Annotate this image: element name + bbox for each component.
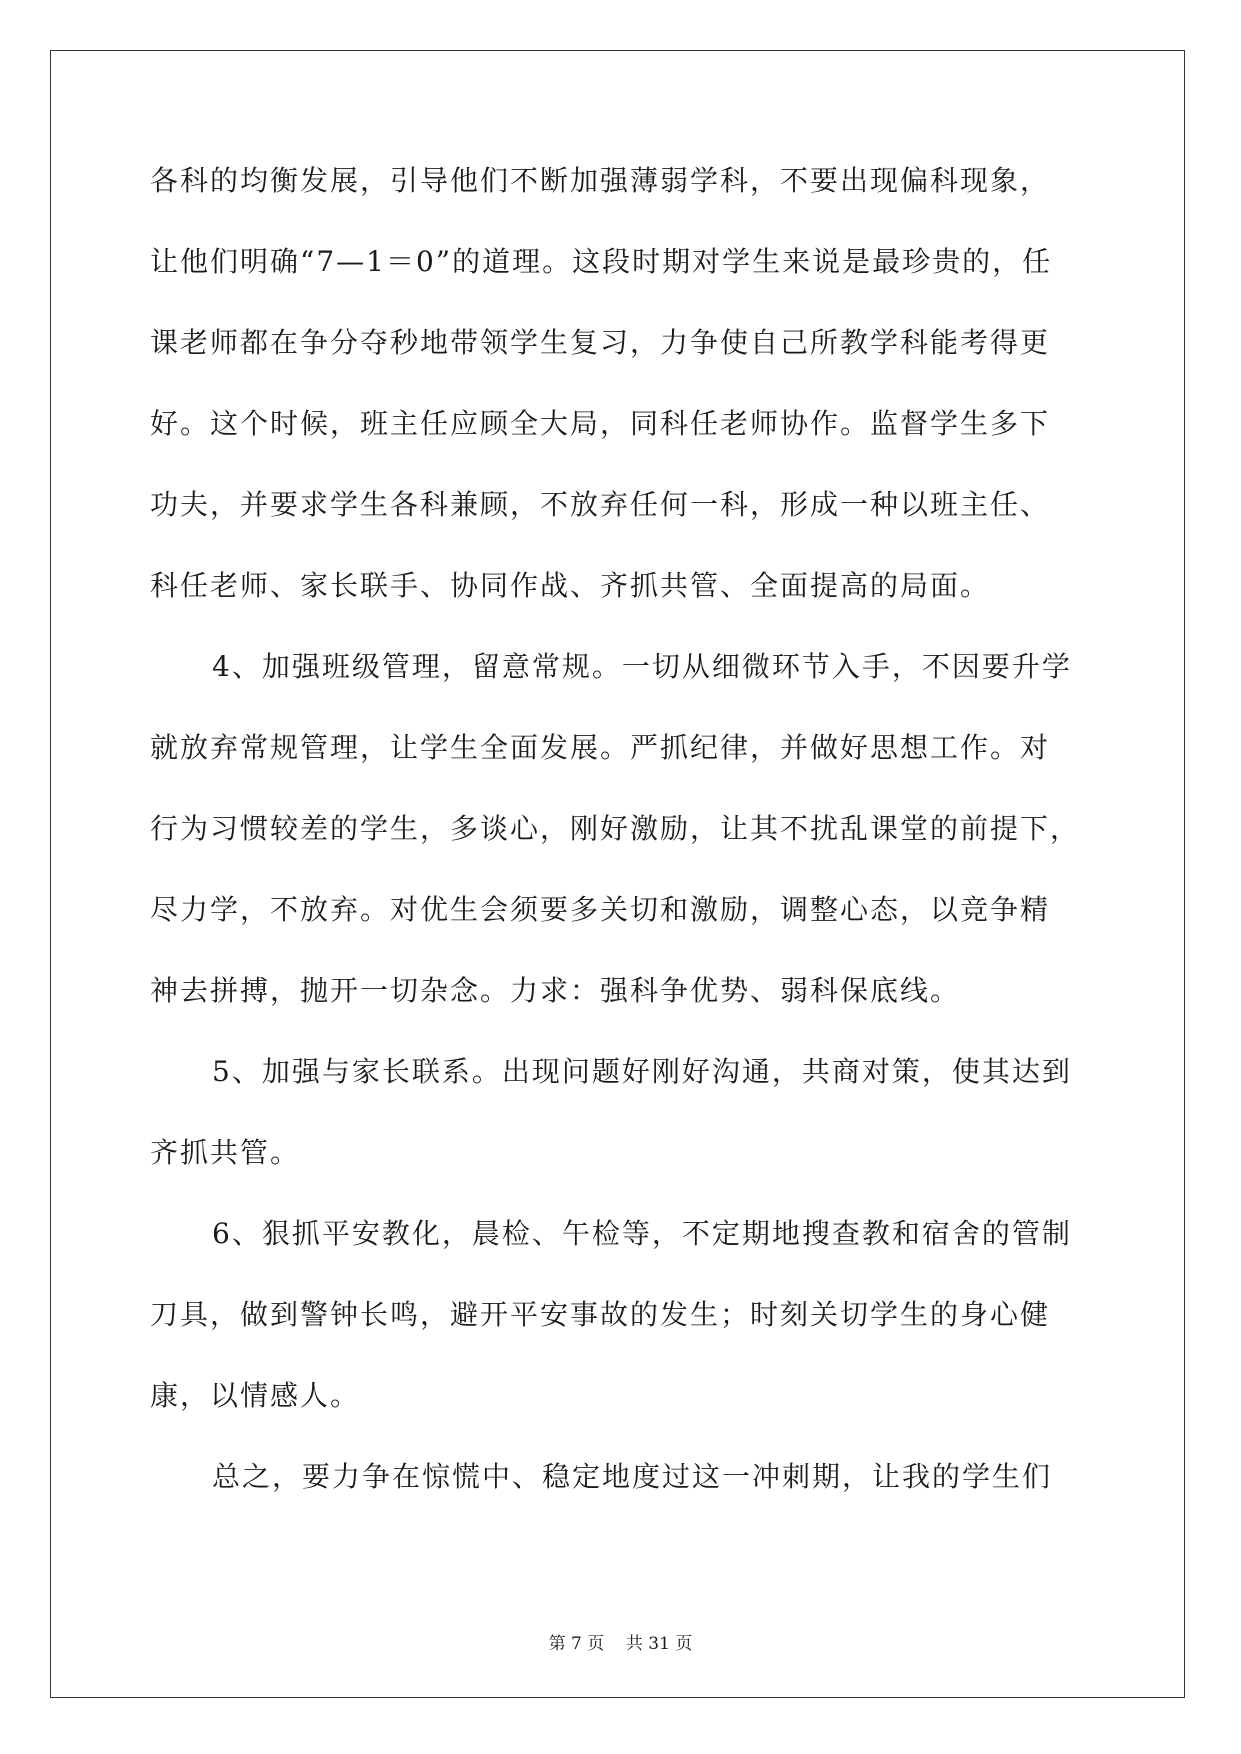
text-line: 课老师都在争分夺秒地带领学生复习，力争使自己所教学科能考得更	[150, 326, 1051, 359]
text-line: 总之，要力争在惊慌中、稳定地度过这一冲刺期，让我的学生们	[212, 1460, 1053, 1493]
document-body	[150, 161, 1090, 1538]
text-line: 功夫，并要求学生各科兼顾，不放弃任何一科，形成一种以班主任、	[150, 488, 1051, 521]
text-line: 尽力学，不放弃。对优生会须要多关切和激励，调整心态，以竞争精	[150, 893, 1051, 926]
text-line: 康，以情感人。	[150, 1379, 361, 1412]
text-line: 就放弃常规管理，让学生全面发展。严抓纪律，并做好思想工作。对	[150, 731, 1051, 764]
text-line: 各科的均衡发展，引导他们不断加强薄弱学科，不要出现偏科现象，	[150, 164, 1051, 197]
text-line: 让他们明确“7—1＝0”的道理。这段时期对学生来说是最珍贵的，任	[150, 245, 1053, 278]
text-line: 科任老师、家长联手、协同作战、齐抓共管、全面提高的局面。	[150, 569, 991, 602]
text-line: 5、加强与家长联系。出现问题好刚好沟通，共商对策，使其达到	[212, 1055, 1072, 1088]
text-line: 齐抓共管。	[150, 1136, 301, 1169]
text-line: 6、狠抓平安教化，晨检、午检等，不定期地搜查教和宿舍的管制	[212, 1217, 1072, 1250]
text-line: 神去拼搏，抛开一切杂念。力求：强科争优势、弱科保底线。	[150, 974, 961, 1007]
text-line: 刀具，做到警钟长鸣，避开平安事故的发生；时刻关切学生的身心健	[150, 1298, 1051, 1331]
text-line: 行为习惯较差的学生，多谈心，刚好激励，让其不扰乱课堂的前提下，	[150, 812, 1081, 845]
text-line: 4、加强班级管理，留意常规。一切从细微环节入手，不因要升学	[212, 650, 1072, 683]
text-line: 好。这个时候，班主任应顾全大局，同科任老师协作。监督学生多下	[150, 407, 1051, 440]
page-number-footer: 第 7 页 共 31 页	[548, 1634, 693, 1654]
